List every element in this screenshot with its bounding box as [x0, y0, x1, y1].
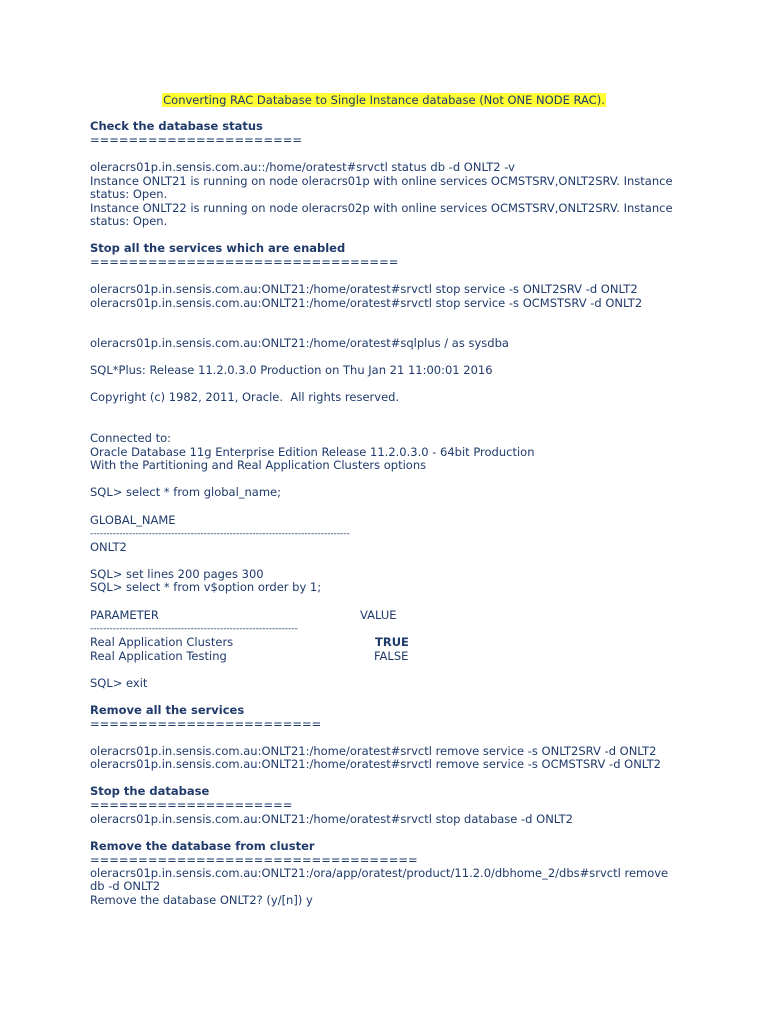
- heading-underline: =====================: [90, 798, 293, 812]
- sql-query: SQL> set lines 200 pages 300: [90, 567, 264, 581]
- output-line: Connected to:: [90, 431, 171, 445]
- output-line: Instance ONLT21 is running on node oleracrs01p with online services OCMSTSRV,ONLT2SRV. Instance: [90, 174, 673, 188]
- heading-underline: ========================: [90, 717, 322, 731]
- command-line: oleracrs01p.in.sensis.com.au:ONLT21:/home/oratest#srvctl remove service -s ONLT2SRV -d ONLT2: [90, 744, 657, 758]
- command-line: oleracrs01p.in.sensis.com.au:ONLT21:/home/oratest#srvctl remove service -s OCMSTSRV -d ONLT2: [90, 757, 661, 771]
- dash-separator: ----------------------------------------------------------------: [90, 624, 298, 634]
- dash-separator: --------------------------------------------------------------------------------: [90, 529, 350, 539]
- output-line: Oracle Database 11g Enterprise Edition Release 11.2.0.3.0 - 64bit Production: [90, 445, 535, 459]
- column-header: GLOBAL_NAME: [90, 513, 176, 527]
- output-line: With the Partitioning and Real Application Clusters options: [90, 458, 427, 472]
- output-line: SQL*Plus: Release 11.2.0.3.0 Production on Thu Jan 21 11:00:01 2016: [90, 363, 493, 377]
- command-line: oleracrs01p.in.sensis.com.au:ONLT21:/home/oratest#srvctl stop service -s ONLT2SRV -d ONLT2: [90, 282, 638, 296]
- column-header: PARAMETER: [90, 608, 159, 622]
- command-line: oleracrs01p.in.sensis.com.au:ONLT21:/home/oratest#srvctl stop service -s OCMSTSRV -d ONLT2: [90, 296, 643, 310]
- title-block: [0, 93, 768, 107]
- output-line: Remove the database ONLT2? (y/[n]) y: [90, 893, 313, 907]
- command-line: oleracrs01p.in.sensis.com.au:ONLT21:/home/oratest#sqlplus / as sysdba: [90, 336, 509, 350]
- heading-stop-services: Stop all the services which are enabled: [90, 241, 346, 255]
- command-line: oleracrs01p.in.sensis.com.au::/home/oratest#srvctl status db -d ONLT2 -v: [90, 160, 515, 174]
- output-line: Copyright (c) 1982, 2011, Oracle. All rights reserved.: [90, 390, 400, 404]
- column-header: VALUE: [360, 608, 397, 622]
- output-line: status: Open.: [90, 187, 168, 201]
- page-title: Converting RAC Database to Single Instance database (Not ONE NODE RAC).: [163, 93, 605, 107]
- heading-underline: ======================: [90, 133, 302, 147]
- sql-query: SQL> exit: [90, 676, 148, 690]
- option-parameter: Real Application Clusters: [90, 635, 234, 649]
- heading-underline: ==================================: [90, 853, 418, 867]
- sql-query: SQL> select * from global_name;: [90, 485, 282, 499]
- heading-check-status: Check the database status: [90, 119, 263, 133]
- option-parameter: Real Application Testing: [90, 649, 227, 663]
- command-line: oleracrs01p.in.sensis.com.au:ONLT21:/ora/app/oratest/product/11.2.0/dbhome_2/dbs#srvctl remove: [90, 866, 669, 880]
- sql-query: SQL> select * from v$option order by 1;: [90, 580, 322, 594]
- output-line: status: Open.: [90, 214, 168, 228]
- result-value: ONLT2: [90, 540, 127, 554]
- option-value: FALSE: [374, 649, 409, 663]
- heading-underline: ================================: [90, 255, 399, 269]
- output-line: Instance ONLT22 is running on node oleracrs02p with online services OCMSTSRV,ONLT2SRV. Instance: [90, 201, 673, 215]
- command-line: db -d ONLT2: [90, 879, 161, 893]
- heading-remove-services: Remove all the services: [90, 703, 245, 717]
- option-value: TRUE: [375, 635, 409, 649]
- heading-stop-database: Stop the database: [90, 784, 210, 798]
- heading-remove-database: Remove the database from cluster: [90, 839, 315, 853]
- command-line: oleracrs01p.in.sensis.com.au:ONLT21:/home/oratest#srvctl stop database -d ONLT2: [90, 812, 573, 826]
